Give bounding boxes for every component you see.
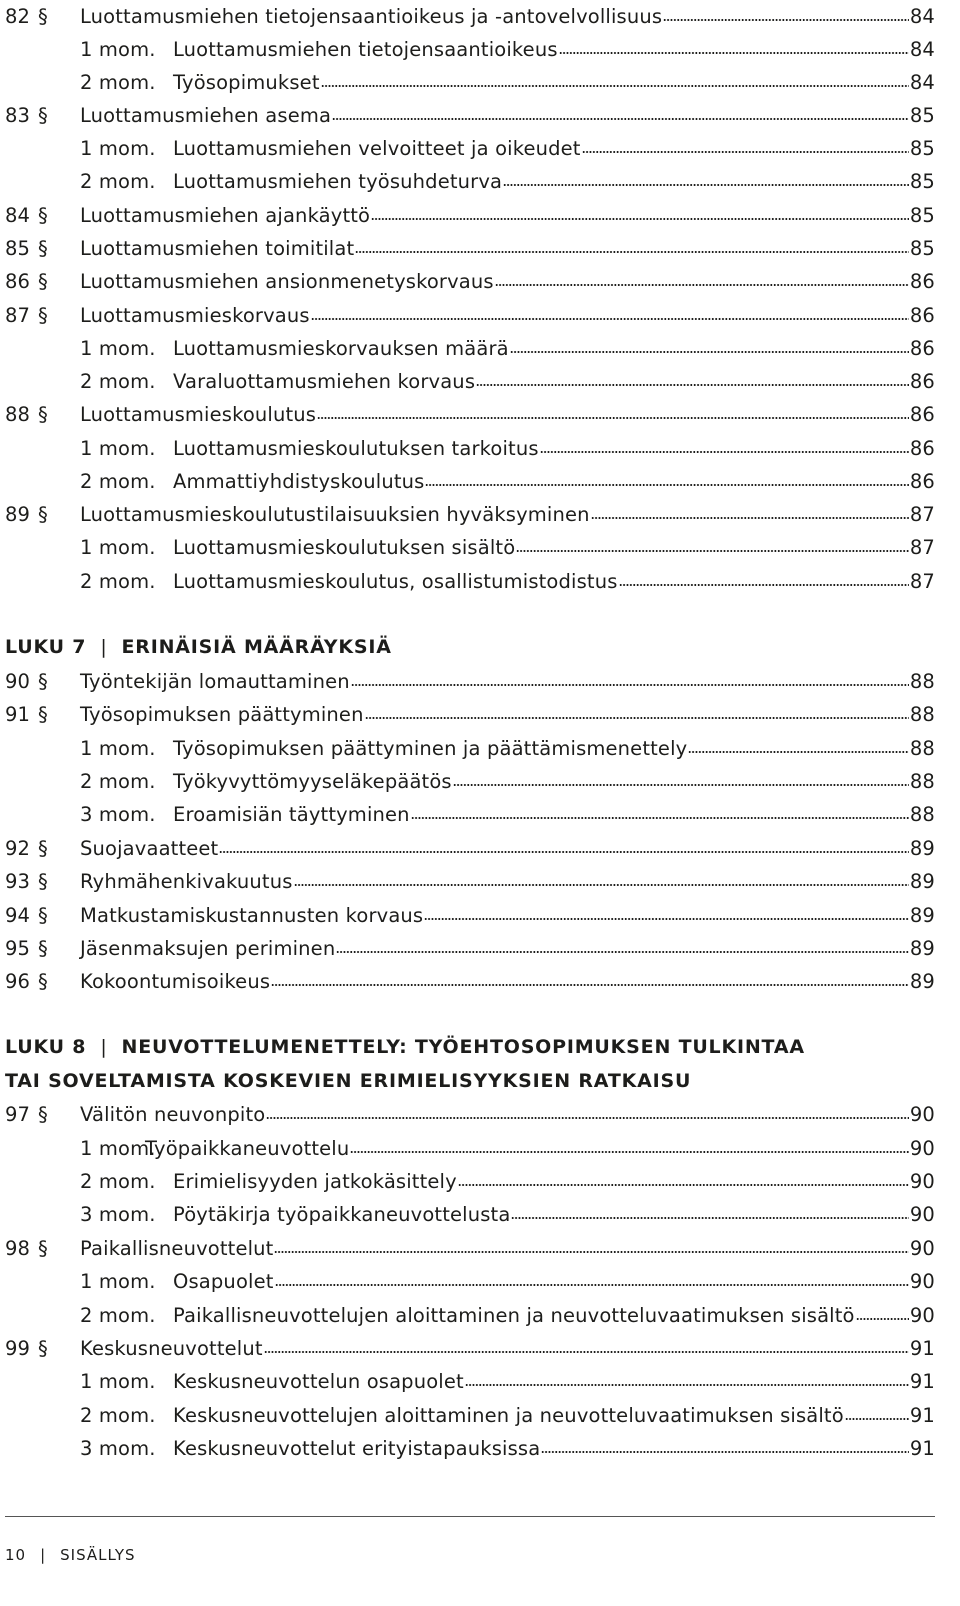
dot-leader xyxy=(371,199,909,223)
entry-title: Luottamusmieskoulutustilaisuuksien hyväksyminen xyxy=(80,503,590,526)
paragraph-number: 82 xyxy=(5,5,31,28)
entry-title-line xyxy=(80,899,935,933)
toc-entry-paragraph[interactable] xyxy=(0,932,935,966)
paragraph-number: 86 xyxy=(5,270,31,293)
entry-title-line xyxy=(80,698,935,732)
entry-title-line xyxy=(173,66,935,100)
subsection-label: 1 mom. xyxy=(80,1137,156,1160)
toc-entry-subsection[interactable] xyxy=(0,1265,935,1299)
section-sign: § xyxy=(38,703,48,726)
dot-leader xyxy=(336,932,909,956)
entry-title-line xyxy=(173,1265,935,1299)
entry-title-line xyxy=(80,498,935,532)
paragraph-number: 99 xyxy=(5,1337,31,1360)
entry-title-line xyxy=(173,765,935,799)
subsection-label: 2 mom. xyxy=(80,71,156,94)
subsection-label: 1 mom. xyxy=(80,1370,156,1393)
entry-title-line xyxy=(173,365,935,399)
page-number: 90 xyxy=(909,1237,935,1260)
toc-entry-paragraph[interactable] xyxy=(0,498,935,532)
paragraph-number: 97 xyxy=(5,1103,31,1126)
entry-title-line xyxy=(145,1132,935,1166)
entry-title: Kokoontumisoikeus xyxy=(80,970,271,993)
paragraph-number: 90 xyxy=(5,670,31,693)
page-number: 86 xyxy=(909,403,935,426)
entry-title: Luottamusmieskorvauksen määrä xyxy=(173,337,509,360)
entry-title-line xyxy=(173,1198,935,1232)
entry-title: Luottamusmieskorvaus xyxy=(80,304,310,327)
subsection-label: 2 mom. xyxy=(80,470,156,493)
paragraph-number: 88 xyxy=(5,403,31,426)
page-number: 90 xyxy=(909,1170,935,1193)
page-number: 91 xyxy=(909,1370,935,1393)
entry-title-line xyxy=(173,1432,935,1466)
entry-title: Osapuolet xyxy=(173,1270,274,1293)
entry-title-line xyxy=(80,1098,935,1132)
entry-title-line xyxy=(173,33,935,67)
section-sign: § xyxy=(38,670,48,693)
dot-leader xyxy=(311,299,909,323)
section-sign: § xyxy=(38,1237,48,1260)
page-number: 90 xyxy=(909,1270,935,1293)
subsection-label: 2 mom. xyxy=(80,770,156,793)
entry-title-line xyxy=(173,565,935,599)
toc-entry-paragraph[interactable] xyxy=(0,832,935,866)
dot-leader xyxy=(516,531,909,555)
paragraph-number: 83 xyxy=(5,104,31,127)
toc-entry-subsection[interactable] xyxy=(0,465,935,499)
dot-leader xyxy=(663,0,909,24)
dot-leader xyxy=(591,498,909,522)
paragraph-number: 87 xyxy=(5,304,31,327)
entry-title: Erimielisyyden jatkokäsittely xyxy=(173,1170,457,1193)
page-number: 89 xyxy=(909,837,935,860)
entry-title-line xyxy=(173,1399,935,1433)
entry-title-line xyxy=(173,531,935,565)
page-number: 89 xyxy=(909,937,935,960)
page-number: 88 xyxy=(909,703,935,726)
toc-entry-subsection[interactable] xyxy=(0,1165,935,1199)
chapter-label: LUKU 8 xyxy=(5,1036,87,1058)
paragraph-number: 98 xyxy=(5,1237,31,1260)
section-sign: § xyxy=(38,204,48,227)
section-sign: § xyxy=(38,1103,48,1126)
entry-title-line xyxy=(80,299,935,333)
entry-title: Ryhmähenkivakuutus xyxy=(80,870,293,893)
subsection-label: 1 mom. xyxy=(80,137,156,160)
subsection-label: 1 mom. xyxy=(80,437,156,460)
dot-leader xyxy=(453,765,909,789)
dot-leader xyxy=(540,432,909,456)
dot-leader xyxy=(856,1299,909,1323)
section-sign: § xyxy=(38,904,48,927)
dot-leader xyxy=(219,832,909,856)
subsection-label: 2 mom. xyxy=(80,1404,156,1427)
entry-title-line xyxy=(173,132,935,166)
toc-entry-paragraph[interactable] xyxy=(0,199,935,233)
dot-leader xyxy=(582,132,909,156)
subsection-label: 1 mom. xyxy=(80,1270,156,1293)
dot-leader xyxy=(317,398,909,422)
subsection-label: 3 mom. xyxy=(80,1437,156,1460)
dot-leader xyxy=(350,1132,908,1156)
chapter-separator: | xyxy=(100,1036,108,1058)
page-number: 87 xyxy=(909,536,935,559)
toc-entry-paragraph[interactable] xyxy=(0,0,935,34)
toc-entry-subsection[interactable] xyxy=(0,765,935,799)
dot-leader xyxy=(266,1098,909,1122)
toc-entry-paragraph[interactable] xyxy=(0,1332,935,1366)
chapter-title-line2: TAI SOVELTAMISTA KOSKEVIEN ERIMIELISYYKSIEN RATKAISU xyxy=(5,1070,692,1092)
toc-entry-paragraph[interactable] xyxy=(0,398,935,432)
subsection-label: 2 mom. xyxy=(80,170,156,193)
toc-entry-subsection[interactable] xyxy=(0,565,935,599)
entry-title: Välitön neuvonpito xyxy=(80,1103,266,1126)
entry-title: Työsopimuksen päättyminen ja päättämismenettely xyxy=(173,737,688,760)
page-number: 88 xyxy=(909,803,935,826)
toc-entry-paragraph[interactable] xyxy=(0,1098,935,1132)
section-sign: § xyxy=(38,237,48,260)
entry-title: Luottamusmiehen toimitilat xyxy=(80,237,355,260)
dot-leader xyxy=(495,265,909,289)
section-sign: § xyxy=(38,270,48,293)
toc-entry-subsection[interactable] xyxy=(0,1432,935,1466)
entry-title-line xyxy=(173,332,935,366)
toc-entry-subsection[interactable] xyxy=(0,165,935,199)
page-number: 88 xyxy=(909,670,935,693)
entry-title: Matkustamiskustannusten korvaus xyxy=(80,904,424,927)
chapter-heading-continued xyxy=(5,1064,691,1098)
entry-title-line xyxy=(173,432,935,466)
entry-title: Luottamusmieskoulutus, osallistumistodistus xyxy=(173,570,618,593)
entry-title: Suojavaatteet xyxy=(80,837,219,860)
entry-title: Työkyvyttömyyseläkepäätös xyxy=(173,770,452,793)
toc-entry-subsection[interactable] xyxy=(0,1132,935,1166)
toc-entry-paragraph[interactable] xyxy=(0,665,935,699)
section-sign: § xyxy=(38,403,48,426)
dot-leader xyxy=(271,965,909,989)
subsection-label: 1 mom. xyxy=(80,737,156,760)
toc-entry-subsection[interactable] xyxy=(0,798,935,832)
dot-leader xyxy=(294,865,909,889)
section-sign: § xyxy=(38,304,48,327)
toc-entry-subsection[interactable] xyxy=(0,1399,935,1433)
paragraph-number: 91 xyxy=(5,703,31,726)
entry-title: Luottamusmiehen asema xyxy=(80,104,332,127)
section-sign: § xyxy=(38,837,48,860)
page-number: 91 xyxy=(909,1404,935,1427)
entry-title: Työpaikkaneuvottelu xyxy=(145,1137,350,1160)
toc-entry-paragraph[interactable] xyxy=(0,99,935,133)
entry-title-line xyxy=(80,965,935,999)
entry-title: Jäsenmaksujen periminen xyxy=(80,937,336,960)
entry-title: Luottamusmiehen ajankäyttö xyxy=(80,204,371,227)
entry-title: Keskusneuvottelujen aloittaminen ja neuvotteluvaatimuksen sisältö xyxy=(173,1404,844,1427)
dot-leader xyxy=(458,1165,909,1189)
paragraph-number: 89 xyxy=(5,503,31,526)
entry-title-line xyxy=(173,798,935,832)
page-number: 86 xyxy=(909,437,935,460)
page-number: 88 xyxy=(909,737,935,760)
entry-title-line xyxy=(80,232,935,266)
dot-leader xyxy=(510,332,909,356)
entry-title: Luottamusmiehen ansionmenetyskorvaus xyxy=(80,270,494,293)
entry-title-line xyxy=(80,0,935,34)
dot-leader xyxy=(355,232,909,256)
toc-entry-subsection[interactable] xyxy=(0,732,935,766)
toc-entry-subsection[interactable] xyxy=(0,1198,935,1232)
entry-title-line xyxy=(80,665,935,699)
entry-title-line xyxy=(80,99,935,133)
dot-leader xyxy=(264,1332,909,1356)
toc-entry-subsection[interactable] xyxy=(0,1365,935,1399)
toc-entry-subsection[interactable] xyxy=(0,1299,935,1333)
page-number: 91 xyxy=(909,1437,935,1460)
page-footer xyxy=(5,1546,136,1564)
toc-entry-paragraph[interactable] xyxy=(0,1232,935,1266)
page-number: 86 xyxy=(909,470,935,493)
entry-title-line xyxy=(80,832,935,866)
chapter-heading xyxy=(5,630,392,664)
entry-title: Paikallisneuvottelujen aloittaminen ja neuvotteluvaatimuksen sisältö xyxy=(173,1304,855,1327)
entry-title: Luottamusmiehen tietojensaantioikeus xyxy=(173,38,558,61)
dot-leader xyxy=(845,1399,909,1423)
dot-leader xyxy=(559,33,909,57)
toc-entry-paragraph[interactable] xyxy=(0,965,935,999)
entry-title-line xyxy=(173,165,935,199)
paragraph-number: 92 xyxy=(5,837,31,860)
section-sign: § xyxy=(38,937,48,960)
footer-page-number: 10 xyxy=(5,1546,27,1564)
page-number: 85 xyxy=(909,137,935,160)
page-number: 87 xyxy=(909,503,935,526)
entry-title: Eroamisiän täyttyminen xyxy=(173,803,410,826)
subsection-label: 1 mom. xyxy=(80,536,156,559)
toc-entry-subsection[interactable] xyxy=(0,132,935,166)
entry-title: Ammattiyhdistyskoulutus xyxy=(173,470,425,493)
dot-leader xyxy=(275,1265,909,1289)
page-number: 85 xyxy=(909,237,935,260)
section-sign: § xyxy=(38,870,48,893)
entry-title: Luottamusmiehen tietojensaantioikeus ja -antovelvollisuus xyxy=(80,5,663,28)
subsection-label: 3 mom. xyxy=(80,1203,156,1226)
entry-title: Luottamusmieskoulutus xyxy=(80,403,317,426)
paragraph-number: 93 xyxy=(5,870,31,893)
section-sign: § xyxy=(38,503,48,526)
dot-leader xyxy=(424,899,909,923)
dot-leader xyxy=(511,1198,908,1222)
page-number: 87 xyxy=(909,570,935,593)
toc-entry-subsection[interactable] xyxy=(0,332,935,366)
chapter-label: LUKU 7 xyxy=(5,636,87,658)
footer-rule xyxy=(5,1516,935,1517)
entry-title-line xyxy=(173,1365,935,1399)
page-number: 90 xyxy=(909,1203,935,1226)
dot-leader xyxy=(351,665,909,689)
entry-title-line xyxy=(80,265,935,299)
dot-leader xyxy=(476,365,909,389)
entry-title: Luottamusmieskoulutuksen sisältö xyxy=(173,536,516,559)
entry-title: Paikallisneuvottelut xyxy=(80,1237,274,1260)
page-number: 84 xyxy=(909,71,935,94)
page-number: 89 xyxy=(909,904,935,927)
subsection-label: 1 mom. xyxy=(80,38,156,61)
dot-leader xyxy=(619,565,909,589)
subsection-label: 1 mom. xyxy=(80,337,156,360)
toc-entry-subsection[interactable] xyxy=(0,33,935,67)
entry-title-line xyxy=(173,1299,935,1333)
dot-leader xyxy=(411,798,909,822)
section-sign: § xyxy=(38,104,48,127)
footer-label: SISÄLLYS xyxy=(60,1546,136,1564)
paragraph-number: 95 xyxy=(5,937,31,960)
dot-leader xyxy=(274,1232,908,1256)
section-sign: § xyxy=(38,1337,48,1360)
dot-leader xyxy=(688,732,909,756)
page-number: 86 xyxy=(909,270,935,293)
dot-leader xyxy=(503,165,909,189)
entry-title-line xyxy=(173,732,935,766)
chapter-title: ERINÄISIÄ MÄÄRÄYKSIÄ xyxy=(121,636,392,658)
paragraph-number: 84 xyxy=(5,204,31,227)
page-number: 86 xyxy=(909,370,935,393)
entry-title-line xyxy=(173,465,935,499)
subsection-label: 2 mom. xyxy=(80,370,156,393)
entry-title: Pöytäkirja työpaikkaneuvottelusta xyxy=(173,1203,511,1226)
entry-title: Varaluottamusmiehen korvaus xyxy=(173,370,476,393)
toc-entry-paragraph[interactable] xyxy=(0,698,935,732)
subsection-label: 2 mom. xyxy=(80,1304,156,1327)
chapter-separator: | xyxy=(100,636,108,658)
dot-leader xyxy=(332,99,909,123)
page-number: 89 xyxy=(909,970,935,993)
footer-separator: | xyxy=(40,1546,47,1564)
chapter-title: NEUVOTTELUMENETTELY: TYÖEHTOSOPIMUKSEN TULKINTAA xyxy=(121,1036,805,1058)
entry-title-line xyxy=(80,1232,935,1266)
page-number: 86 xyxy=(909,304,935,327)
page-number: 90 xyxy=(909,1304,935,1327)
entry-title-line xyxy=(80,865,935,899)
toc-entry-subsection[interactable] xyxy=(0,365,935,399)
toc-entry-paragraph[interactable] xyxy=(0,865,935,899)
subsection-label: 2 mom. xyxy=(80,1170,156,1193)
dot-leader xyxy=(365,698,909,722)
dot-leader xyxy=(541,1432,909,1456)
toc-entry-paragraph[interactable] xyxy=(0,899,935,933)
toc-entry-subsection[interactable] xyxy=(0,531,935,565)
entry-title: Keskusneuvottelun osapuolet xyxy=(173,1370,464,1393)
entry-title: Keskusneuvottelut xyxy=(80,1337,263,1360)
entry-title-line xyxy=(80,398,935,432)
subsection-label: 2 mom. xyxy=(80,570,156,593)
paragraph-number: 94 xyxy=(5,904,31,927)
paragraph-number: 96 xyxy=(5,970,31,993)
entry-title-line xyxy=(80,932,935,966)
entry-title-line xyxy=(80,199,935,233)
entry-title: Luottamusmieskoulutuksen tarkoitus xyxy=(173,437,539,460)
section-sign: § xyxy=(38,970,48,993)
entry-title-line xyxy=(173,1165,935,1199)
page-number: 90 xyxy=(909,1137,935,1160)
toc-entry-subsection[interactable] xyxy=(0,66,935,100)
section-sign: § xyxy=(38,5,48,28)
paragraph-number: 85 xyxy=(5,237,31,260)
dot-leader xyxy=(465,1365,909,1389)
page-number: 85 xyxy=(909,104,935,127)
entry-title: Luottamusmiehen velvoitteet ja oikeudet xyxy=(173,137,581,160)
page-number: 85 xyxy=(909,204,935,227)
page-number: 88 xyxy=(909,770,935,793)
subsection-label: 3 mom. xyxy=(80,803,156,826)
page-number: 91 xyxy=(909,1337,935,1360)
entry-title: Keskusneuvottelut erityistapauksissa xyxy=(173,1437,541,1460)
page-number: 90 xyxy=(909,1103,935,1126)
toc-entry-subsection[interactable] xyxy=(0,432,935,466)
chapter-heading xyxy=(5,1030,805,1064)
page-number: 85 xyxy=(909,170,935,193)
page-number: 84 xyxy=(909,5,935,28)
entry-title: Työsopimukset xyxy=(173,71,320,94)
toc-entry-paragraph[interactable] xyxy=(0,299,935,333)
page-number: 86 xyxy=(909,337,935,360)
dot-leader xyxy=(425,465,908,489)
toc-entry-paragraph[interactable] xyxy=(0,265,935,299)
dot-leader xyxy=(321,66,909,90)
page-number: 89 xyxy=(909,870,935,893)
toc-entry-paragraph[interactable] xyxy=(0,232,935,266)
entry-title: Työntekijän lomauttaminen xyxy=(80,670,350,693)
page-number: 84 xyxy=(909,38,935,61)
entry-title: Luottamusmiehen työsuhdeturva xyxy=(173,170,503,193)
entry-title: Työsopimuksen päättyminen xyxy=(80,703,364,726)
entry-title-line xyxy=(80,1332,935,1366)
